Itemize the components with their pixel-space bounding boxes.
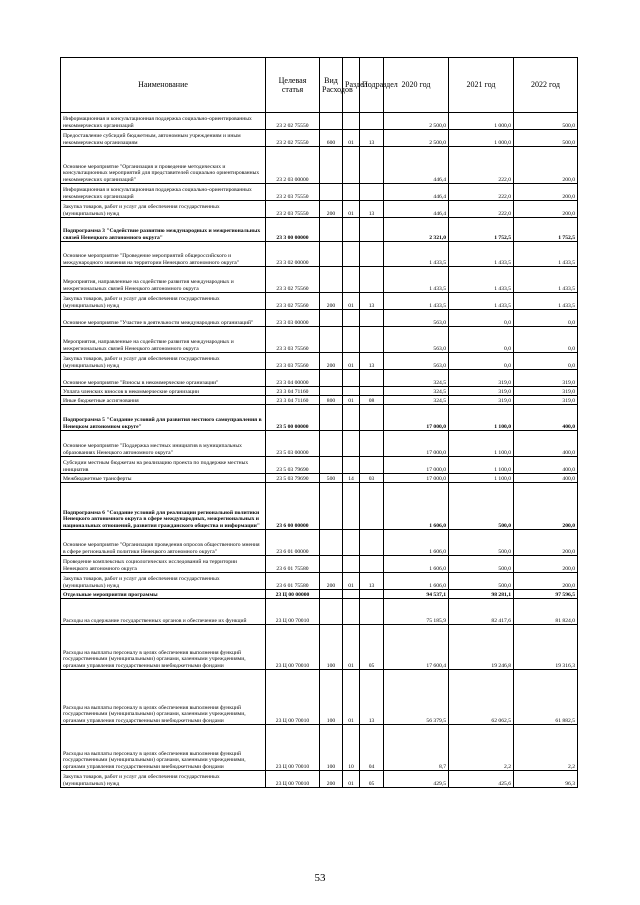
cell-code: 23 Ц 00 70010 <box>266 725 320 771</box>
table-row <box>61 353 578 370</box>
cell-razd <box>343 405 360 431</box>
table-row <box>61 530 578 556</box>
cell-y2022: 1 752,5 <box>514 218 578 242</box>
table-row <box>61 431 578 457</box>
table-row <box>61 670 578 725</box>
cell-code: 23 5 00 00000 <box>266 405 320 431</box>
cell-vid <box>320 242 343 267</box>
cell-y2020: 17 000,0 <box>384 474 449 483</box>
cell-y2020: 446,4 <box>384 147 449 184</box>
cell-podr <box>360 370 384 387</box>
cell-name: Основное мероприятие "Поддержка местных инициатив в муниципальных образованиях Ненецкого автономного округа" <box>61 431 266 457</box>
cell-razd: 14 <box>343 474 360 483</box>
table-row <box>61 201 578 218</box>
cell-y2020: 429,5 <box>384 771 449 788</box>
cell-y2022: 96,3 <box>514 771 578 788</box>
cell-podr <box>360 387 384 396</box>
table-row <box>61 218 578 242</box>
cell-podr <box>360 483 384 530</box>
cell-razd <box>343 387 360 396</box>
cell-name: Проведение комплексных социологических исследований на территории Ненецкого автономного округа <box>61 556 266 573</box>
cell-vid: 100 <box>320 625 343 670</box>
cell-y2022: 0,0 <box>514 353 578 370</box>
cell-vid <box>320 405 343 431</box>
cell-code: 23 6 01 75580 <box>266 573 320 590</box>
cell-y2022: 1 433,5 <box>514 242 578 267</box>
cell-vid <box>320 590 343 599</box>
cell-y2020: 2 500,0 <box>384 113 449 130</box>
cell-podr: 13 <box>360 353 384 370</box>
cell-razd <box>343 599 360 625</box>
cell-vid <box>320 113 343 130</box>
cell-code: 23 3 04 00000 <box>266 370 320 387</box>
cell-razd <box>343 242 360 267</box>
cell-code: 23 5 03 79690 <box>266 457 320 474</box>
cell-y2021: 1 100,0 <box>449 405 514 431</box>
cell-y2020: 563,0 <box>384 353 449 370</box>
cell-razd <box>343 556 360 573</box>
table-row <box>61 474 578 483</box>
cell-razd <box>343 431 360 457</box>
cell-vid: 200 <box>320 771 343 788</box>
cell-y2020: 75 185,9 <box>384 599 449 625</box>
cell-name: Основное мероприятие "Организация проведения опросов общественного мнения в сфере региональной политики Ненецкого автономного округа" <box>61 530 266 556</box>
cell-code: 23 2 03 75550 <box>266 201 320 218</box>
cell-y2022: 19 316,3 <box>514 625 578 670</box>
cell-podr <box>360 147 384 184</box>
header-2020: 2020 год <box>384 58 449 113</box>
cell-y2021: 1 433,5 <box>449 242 514 267</box>
cell-razd: 01 <box>343 293 360 310</box>
cell-name: Предоставление субсидий бюджетным, автономным учреждениям и иным некоммерческим организациям <box>61 130 266 147</box>
cell-name: Расходы на выплаты персоналу в целях обеспечения выполнения функций государственными (муниципальными) органами, казенными учреждениями, органами управления государственными внебюджетными фондами <box>61 725 266 771</box>
cell-razd <box>343 184 360 201</box>
table-header-row <box>61 58 578 113</box>
cell-podr: 13 <box>360 130 384 147</box>
table-row <box>61 556 578 573</box>
table-row <box>61 625 578 670</box>
cell-vid <box>320 267 343 293</box>
table-row <box>61 267 578 293</box>
cell-code: 23 5 03 00000 <box>266 431 320 457</box>
cell-y2020: 1 606,0 <box>384 530 449 556</box>
cell-razd <box>343 310 360 327</box>
cell-razd: 01 <box>343 771 360 788</box>
cell-name: Расходы на выплаты персоналу в целях обеспечения выполнения функций государственными (муниципальными) органами, казенными учреждениями, органами управления государственными внебюджетными фондами <box>61 625 266 670</box>
cell-name: Расходы на содержание государственных органов и обеспечение их функций <box>61 599 266 625</box>
cell-name: Подпрограмма 6 "Создание условий для реализации региональной политики Ненецкого автономного округа в сфере международных, межрегиональных и национальных отношений, развития гражданского общества и информации" <box>61 483 266 530</box>
cell-code: 23 6 00 00000 <box>266 483 320 530</box>
cell-vid <box>320 370 343 387</box>
cell-y2022: 2,2 <box>514 725 578 771</box>
cell-y2021: 2,2 <box>449 725 514 771</box>
cell-code: 23 2 02 75550 <box>266 113 320 130</box>
cell-name: Закупка товаров, работ и услуг для обеспечения государственных (муниципальных) нужд <box>61 573 266 590</box>
cell-code: 23 3 02 00000 <box>266 242 320 267</box>
header-code: Целевая статья <box>266 58 320 113</box>
cell-name: Закупка товаров, работ и услуг для обеспечения государственных (муниципальных) нужд <box>61 293 266 310</box>
cell-podr: 08 <box>360 396 384 405</box>
cell-razd: 10 <box>343 725 360 771</box>
cell-code: 23 Ц 00 70010 <box>266 599 320 625</box>
cell-y2020: 56 379,5 <box>384 670 449 725</box>
cell-razd: 01 <box>343 201 360 218</box>
cell-y2021: 1 100,0 <box>449 457 514 474</box>
cell-y2021: 1 433,5 <box>449 293 514 310</box>
cell-vid: 500 <box>320 474 343 483</box>
cell-y2021: 1 100,0 <box>449 431 514 457</box>
cell-y2022: 319,0 <box>514 370 578 387</box>
cell-podr <box>360 431 384 457</box>
cell-code: 23 3 04 71160 <box>266 387 320 396</box>
cell-name: Закупка товаров, работ и услуг для обеспечения государственных (муниципальных) нужд <box>61 353 266 370</box>
cell-name: Подпрограмма 3 "Содействие развитию международных и межрегиональных связей Ненецкого автономного округа" <box>61 218 266 242</box>
cell-y2022: 200,0 <box>514 184 578 201</box>
cell-name: Расходы на выплаты персоналу в целях обеспечения выполнения функций государственными (муниципальными) органами, казенными учреждениями, органами управления государственными внебюджетными фондами <box>61 670 266 725</box>
cell-vid: 200 <box>320 201 343 218</box>
cell-vid <box>320 327 343 353</box>
cell-y2020: 8,7 <box>384 725 449 771</box>
cell-razd: 01 <box>343 670 360 725</box>
table-row <box>61 483 578 530</box>
table-row <box>61 725 578 771</box>
cell-razd: 01 <box>343 573 360 590</box>
cell-podr <box>360 267 384 293</box>
cell-vid: 200 <box>320 293 343 310</box>
cell-razd <box>343 267 360 293</box>
cell-y2020: 1 606,0 <box>384 573 449 590</box>
cell-code: 23 3 00 00000 <box>266 218 320 242</box>
cell-y2021: 1 000,0 <box>449 113 514 130</box>
cell-podr <box>360 457 384 474</box>
cell-podr: 13 <box>360 670 384 725</box>
cell-y2020: 324,5 <box>384 370 449 387</box>
cell-name: Межбюджетные трансферты <box>61 474 266 483</box>
cell-vid <box>320 431 343 457</box>
table-row <box>61 599 578 625</box>
cell-code: 23 2 03 75550 <box>266 184 320 201</box>
cell-y2022: 400,0 <box>514 405 578 431</box>
cell-podr <box>360 113 384 130</box>
cell-y2022: 1 433,5 <box>514 293 578 310</box>
cell-podr: 04 <box>360 725 384 771</box>
cell-name: Подпрограмма 5 "Создание условий для развития местного самоуправления в Ненецком автономном округе" <box>61 405 266 431</box>
cell-y2020: 2 500,0 <box>384 130 449 147</box>
header-name: Наименование <box>61 58 266 113</box>
table-row <box>61 370 578 387</box>
budget-table-container <box>60 57 577 788</box>
cell-vid: 800 <box>320 396 343 405</box>
table-body <box>61 113 578 788</box>
table-row <box>61 113 578 130</box>
cell-y2020: 324,5 <box>384 387 449 396</box>
table-row <box>61 457 578 474</box>
cell-podr <box>360 530 384 556</box>
cell-name: Уплата членских взносов в некоммерческие организации <box>61 387 266 396</box>
cell-y2021: 98 281,1 <box>449 590 514 599</box>
cell-name: Информационная и консультационная поддержка социально-ориентированных некоммерческих организаций <box>61 113 266 130</box>
table-row <box>61 293 578 310</box>
cell-vid <box>320 147 343 184</box>
cell-vid: 100 <box>320 725 343 771</box>
table-row <box>61 573 578 590</box>
cell-vid <box>320 184 343 201</box>
cell-vid <box>320 457 343 474</box>
cell-y2021: 319,0 <box>449 396 514 405</box>
cell-y2021: 319,0 <box>449 387 514 396</box>
cell-y2020: 1 433,5 <box>384 293 449 310</box>
table-row <box>61 242 578 267</box>
cell-y2021: 222,0 <box>449 147 514 184</box>
cell-y2021: 319,0 <box>449 370 514 387</box>
table-row <box>61 130 578 147</box>
cell-y2022: 200,0 <box>514 147 578 184</box>
cell-vid <box>320 483 343 530</box>
cell-podr: 03 <box>360 474 384 483</box>
cell-podr <box>360 242 384 267</box>
cell-razd <box>343 113 360 130</box>
cell-razd <box>343 590 360 599</box>
cell-podr <box>360 327 384 353</box>
cell-y2021: 500,0 <box>449 573 514 590</box>
cell-y2020: 1 433,5 <box>384 242 449 267</box>
cell-y2020: 1 433,5 <box>384 267 449 293</box>
cell-y2021: 0,0 <box>449 327 514 353</box>
cell-y2022: 400,0 <box>514 457 578 474</box>
cell-y2020: 324,5 <box>384 396 449 405</box>
table-row <box>61 147 578 184</box>
cell-razd: 01 <box>343 396 360 405</box>
cell-name: Закупка товаров, работ и услуг для обеспечения государственных (муниципальных) нужд <box>61 201 266 218</box>
budget-table <box>60 57 578 788</box>
cell-y2021: 1 000,0 <box>449 130 514 147</box>
cell-code: 23 Ц 00 00000 <box>266 590 320 599</box>
cell-y2021: 1 752,5 <box>449 218 514 242</box>
cell-razd: 01 <box>343 353 360 370</box>
cell-y2021: 500,0 <box>449 483 514 530</box>
cell-name: Отдельные мероприятия программы <box>61 590 266 599</box>
cell-podr <box>360 590 384 599</box>
cell-code: 23 3 03 00000 <box>266 310 320 327</box>
table-row <box>61 387 578 396</box>
cell-vid <box>320 556 343 573</box>
cell-y2022: 1 433,5 <box>514 267 578 293</box>
header-razd: Раздел <box>343 58 360 113</box>
cell-code: 23 3 03 75560 <box>266 353 320 370</box>
cell-code: 23 Ц 00 70010 <box>266 670 320 725</box>
cell-vid <box>320 599 343 625</box>
cell-podr <box>360 218 384 242</box>
cell-name: Мероприятия, направленные на содействие развития международных и межрегиональных связей Ненецкого автономного округа <box>61 267 266 293</box>
cell-vid: 600 <box>320 130 343 147</box>
header-podr: Подраздел <box>360 58 384 113</box>
cell-name: Закупка товаров, работ и услуг для обеспечения государственных (муниципальных) нужд <box>61 771 266 788</box>
cell-vid: 100 <box>320 670 343 725</box>
cell-razd: 01 <box>343 625 360 670</box>
cell-name: Субсидии местным бюджетам на реализацию проекта по поддержке местных инициатив <box>61 457 266 474</box>
cell-podr: 05 <box>360 771 384 788</box>
cell-code: 23 3 03 75560 <box>266 327 320 353</box>
cell-vid <box>320 530 343 556</box>
cell-y2022: 400,0 <box>514 474 578 483</box>
cell-name: Основное мероприятие "Проведение мероприятий общероссийского и международного значения на территории Ненецкого автономного округа" <box>61 242 266 267</box>
cell-y2022: 97 596,5 <box>514 590 578 599</box>
cell-y2020: 563,0 <box>384 310 449 327</box>
cell-name: Основное мероприятие "Участие в деятельности международных организаций" <box>61 310 266 327</box>
cell-y2021: 1 100,0 <box>449 474 514 483</box>
cell-y2022: 0,0 <box>514 310 578 327</box>
cell-y2022: 61 882,5 <box>514 670 578 725</box>
cell-y2022: 200,0 <box>514 556 578 573</box>
cell-y2021: 0,0 <box>449 353 514 370</box>
table-row <box>61 771 578 788</box>
cell-code: 23 Ц 00 70010 <box>266 625 320 670</box>
cell-name: Иные бюджетные ассигнования <box>61 396 266 405</box>
cell-podr <box>360 310 384 327</box>
cell-name: Основное мероприятие "Взносы в некоммерческие организации" <box>61 370 266 387</box>
cell-podr <box>360 599 384 625</box>
cell-y2021: 222,0 <box>449 184 514 201</box>
cell-y2021: 425,6 <box>449 771 514 788</box>
cell-y2020: 17 000,0 <box>384 405 449 431</box>
cell-code: 23 3 02 75560 <box>266 293 320 310</box>
cell-y2022: 500,0 <box>514 130 578 147</box>
cell-podr: 13 <box>360 201 384 218</box>
cell-y2020: 94 537,1 <box>384 590 449 599</box>
table-row <box>61 310 578 327</box>
table-row <box>61 184 578 201</box>
cell-y2020: 17 600,4 <box>384 625 449 670</box>
cell-y2021: 62 062,5 <box>449 670 514 725</box>
header-2022: 2022 год <box>514 58 578 113</box>
cell-y2022: 81 824,0 <box>514 599 578 625</box>
cell-vid <box>320 310 343 327</box>
cell-code: 23 5 03 79690 <box>266 474 320 483</box>
table-row <box>61 396 578 405</box>
cell-razd <box>343 530 360 556</box>
cell-podr <box>360 184 384 201</box>
cell-y2021: 82 417,6 <box>449 599 514 625</box>
cell-razd <box>343 370 360 387</box>
table-row <box>61 405 578 431</box>
cell-code: 23 6 01 75580 <box>266 556 320 573</box>
cell-y2021: 1 433,5 <box>449 267 514 293</box>
cell-code: 23 3 04 71160 <box>266 396 320 405</box>
cell-y2020: 1 606,0 <box>384 556 449 573</box>
cell-y2020: 17 000,0 <box>384 431 449 457</box>
cell-y2020: 563,0 <box>384 327 449 353</box>
cell-y2022: 400,0 <box>514 431 578 457</box>
cell-code: 23 Ц 00 70010 <box>266 771 320 788</box>
cell-name: Мероприятия, направленные на содействие развития международных и межрегиональных связей Ненецкого автономного округа <box>61 327 266 353</box>
cell-podr <box>360 405 384 431</box>
cell-y2021: 19 246,8 <box>449 625 514 670</box>
table-row <box>61 327 578 353</box>
cell-vid <box>320 387 343 396</box>
page-number: 53 <box>314 872 326 884</box>
cell-name: Основное мероприятие "Организация и проведение методических и консультационных мероприятий для представителей социально ориентированных некоммерческих организаций" <box>61 147 266 184</box>
cell-y2022: 319,0 <box>514 396 578 405</box>
cell-code: 23 6 01 00000 <box>266 530 320 556</box>
cell-y2020: 1 606,0 <box>384 483 449 530</box>
cell-y2021: 222,0 <box>449 201 514 218</box>
cell-y2021: 500,0 <box>449 556 514 573</box>
cell-razd <box>343 483 360 530</box>
cell-podr: 13 <box>360 293 384 310</box>
cell-y2020: 2 321,0 <box>384 218 449 242</box>
cell-y2021: 500,0 <box>449 530 514 556</box>
cell-razd <box>343 327 360 353</box>
cell-code: 23 2 03 00000 <box>266 147 320 184</box>
cell-y2020: 446,4 <box>384 201 449 218</box>
table-row <box>61 590 578 599</box>
header-2021: 2021 год <box>449 58 514 113</box>
cell-y2022: 200,0 <box>514 573 578 590</box>
cell-code: 23 2 02 75550 <box>266 130 320 147</box>
cell-y2021: 0,0 <box>449 310 514 327</box>
cell-y2022: 200,0 <box>514 201 578 218</box>
cell-name: Информационная и консультационная поддержка социально-ориентированных некоммерческих организаций <box>61 184 266 201</box>
cell-y2020: 17 000,0 <box>384 457 449 474</box>
cell-code: 23 3 02 75560 <box>266 267 320 293</box>
cell-podr <box>360 556 384 573</box>
cell-y2022: 0,0 <box>514 327 578 353</box>
cell-vid: 200 <box>320 573 343 590</box>
cell-razd <box>343 147 360 184</box>
cell-vid: 200 <box>320 353 343 370</box>
cell-razd <box>343 218 360 242</box>
cell-razd: 01 <box>343 130 360 147</box>
cell-y2022: 500,0 <box>514 113 578 130</box>
cell-podr: 05 <box>360 625 384 670</box>
cell-y2022: 200,0 <box>514 530 578 556</box>
cell-y2020: 446,4 <box>384 184 449 201</box>
cell-razd <box>343 457 360 474</box>
cell-y2022: 319,0 <box>514 387 578 396</box>
cell-podr: 13 <box>360 573 384 590</box>
cell-vid <box>320 218 343 242</box>
header-vid: Вид Расходов <box>320 58 343 113</box>
cell-y2022: 200,0 <box>514 483 578 530</box>
